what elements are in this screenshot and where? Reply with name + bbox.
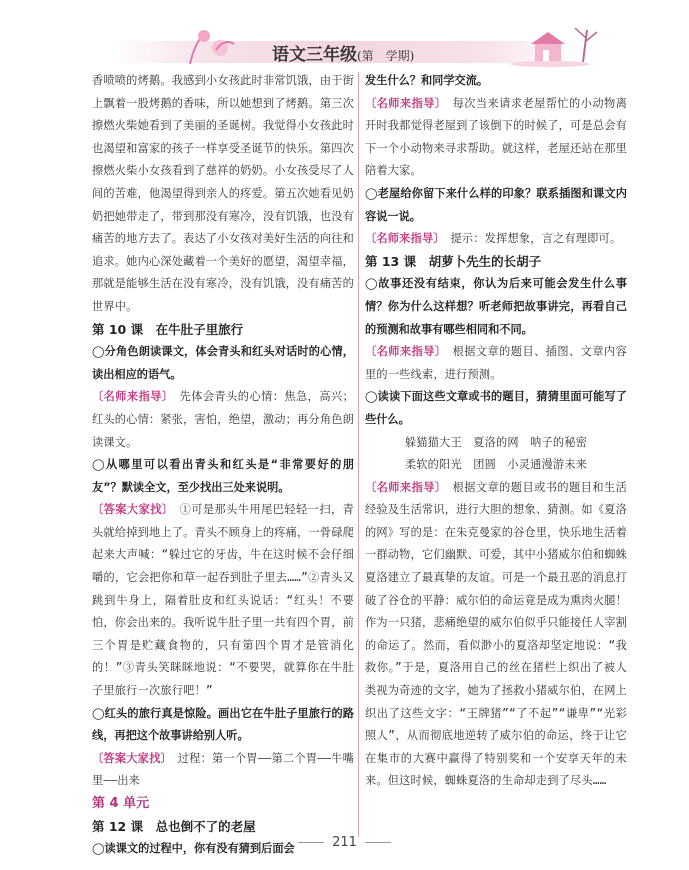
guide-4: [365, 93, 627, 183]
guide-tag: 〔名师来指导〕: [365, 232, 440, 246]
circle-bullet-icon: ◯: [92, 345, 105, 359]
book-titles-line-2: 柔软的阳光 团圆 小灵通漫游未来: [404, 458, 588, 472]
intro-paragraph: 香喷喷的烤鹅。我感到小女孩此时非常饥饿，由于街上飘着一股烤鹅的香味，所以她想到了烤鹅。第三次擦燃火柴她看到了美丽的圣诞树。我觉得小女孩此时也渴望和富家的孩子一样享受圣诞节的快乐。第四次擦燃火柴小女孩看到了慈祥的奶奶。小女孩受尽了人间的苦难，他渴望得到亲人的疼爱。第五次她看见奶奶把她带走了，带到那没有寒冷，没有饥饿，也没有痛苦的地方去了。表达了小女孩对美好生活的向往和追求。她内心深处藏着一个美好的愿望，渴望幸福，那就是能够生活在没有寒冷，没有饥饿，没有痛苦的世界中。: [92, 74, 354, 313]
guide-7: [365, 477, 627, 793]
answer-2: [92, 499, 354, 702]
answer-3: [92, 748, 354, 793]
page-header: [0, 0, 689, 78]
guide-5-text: 提示：发挥想象，言之有理即可。: [450, 232, 622, 246]
answer-3-text: 过程：第一个胃——第二个胃——牛嘴里——出来: [92, 751, 354, 788]
question-6: [365, 273, 627, 341]
guide-7-text: 根据文章的题目或书的题目和生活经验及生活常识，进行大胆的想象、猜测。如《夏洛的网》写的是：在朱克曼家的谷仓里，快乐地生活着一群动物，它们幽默、可爱，其中小猪威尔伯和蜘蛛夏洛建立了最真挚的友谊。可是一个最丑恶的消息打破了谷仓的平静：威尔伯的命运竟是成为熏肉火腿！作为一只猪，悲痛绝望的威尔伯似乎只能接任人宰割的命运了。然而，看似渺小的夏洛却坚定地说：“我救你。”于是，夏洛用自己的丝在猪栏上织出了被人类视为奇迹的文字，她为了拯救小猪威尔伯，在网上织出了这些文字：“王牌猪”“了不起”“谦卑”“光彩照人”，从而彻底地逆转了威尔伯的命运，终于让它在集市的大赛中赢得了特别奖和一个安享天年的未来。但这时候，蜘蛛夏洛的生命却走到了尽头……: [365, 480, 627, 788]
guide-6-text: 根据文章的题目、插图、文章内容里的一些线索，进行预测。: [365, 345, 627, 381]
question-7: [365, 386, 627, 431]
footer-rule-left: [298, 842, 324, 843]
page-number: 211: [332, 835, 357, 850]
question-2: [92, 454, 354, 499]
guide-6: [365, 341, 627, 386]
answer-2-text: ①可是那头牛用尾巴轻轻一扫，青头就给掉到地上了。青头不顾身上的疼痛，一骨碌爬起来大声喊：“躲过它的牙齿，牛在这时候不会仔细嚼的，它会把你和草一起吞到肚子里去……”②青头又跳到牛身上，隔着肚皮和红头说话：“红头！不要怕，你会出来的。我听说牛肚子里一共有四个胃，前三个胃是贮藏食物的，只有第四个胃才是管消化的！”③青头笑眯眯地说：“不要哭，就算你在牛肚子里旅行一次旅行吧！”: [92, 503, 354, 698]
question-7-text: 读读下面这些文章或书的题目，猜猜里面可能写了些什么。: [365, 390, 627, 426]
flower-decoration-icon: [180, 26, 250, 66]
guide-tag: 〔名师来指导〕: [92, 390, 168, 404]
answer-tag: 〔答案大家找〕: [92, 751, 167, 765]
lesson-13-title: 第 13 课 胡萝卜先生的长胡子: [365, 253, 542, 269]
circle-bullet-icon: ◯: [365, 277, 379, 291]
column-divider: [358, 72, 359, 837]
question-4-continued: 发生什么？和同学交流。: [365, 74, 489, 87]
guide-5: [365, 228, 627, 251]
guide-1: [92, 386, 354, 454]
circle-bullet-icon: ◯: [92, 458, 106, 472]
question-2-text: 从哪里可以看出青头和红头是“非常要好的朋友”？默读全文，至少找出三处来说明。: [92, 458, 354, 494]
question-3-text: 红头的旅行真是惊险。画出它在牛肚子里旅行的路线，再把这个故事讲给别人听。: [92, 706, 354, 743]
question-6-text: 故事还没有结束，你认为后来可能会发生什么事情？你为什么这样想？听老师把故事讲完，再看自己的预测和故事有哪些相同和不同。: [365, 277, 627, 336]
footer-rule-right: [365, 842, 391, 843]
circle-bullet-icon: ◯: [365, 186, 378, 200]
question-1-text: 分角色朗读课文，体会青头和红头对话时的心情，读出相应的语气。: [92, 345, 354, 381]
answer-tag: 〔答案大家找〕: [92, 503, 168, 517]
left-column: [92, 70, 354, 861]
question-1: [92, 341, 354, 386]
guide-tag: 〔名师来指导〕: [365, 480, 441, 494]
lesson-12-title: 第 12 课 总也倒不了的老屋: [92, 818, 256, 834]
circle-bullet-icon: ◯: [365, 390, 378, 404]
lesson-10-title: 第 10 课 在牛肚子里旅行: [92, 321, 244, 337]
question-5-text: 老屋给你留下来什么样的印象？联系插图和课文内容说一说。: [365, 186, 627, 223]
question-4-text: 读课文的过程中，你有没有猜到后面会: [104, 842, 295, 856]
header-title-text: 语文三年级: [272, 45, 357, 65]
guide-1-text: 先体会青头的心情：焦急，高兴；红头的心情：紧张，害怕，绝望，激动；再分角色朗读课文。: [92, 390, 354, 449]
guide-tag: 〔名师来指导〕: [365, 96, 441, 110]
guide-tag: 〔名师来指导〕: [365, 345, 441, 359]
question-3: [92, 703, 354, 748]
circle-bullet-icon: ◯: [92, 706, 105, 720]
header-title: [272, 40, 414, 65]
question-5: [365, 183, 627, 228]
book-titles-line-1: 躲猫猫大王 夏洛的网 呐子的秘密: [404, 435, 588, 449]
page-footer: [0, 835, 689, 850]
circle-bullet-icon: ◯: [92, 842, 105, 856]
house-tree-decoration-icon: [505, 22, 615, 72]
header-subtitle: (第 学期): [357, 49, 415, 63]
guide-4-text: 每次当来请求老屋帮忙的小动物离开时我都觉得老屋到了该倒下的时候了，可是总会有下一个小动物来寻求帮助。就这样，老屋还站在那里陪着大家。: [365, 96, 627, 178]
unit-4-title: 第 4 单元: [92, 796, 150, 811]
right-column: [365, 70, 627, 793]
